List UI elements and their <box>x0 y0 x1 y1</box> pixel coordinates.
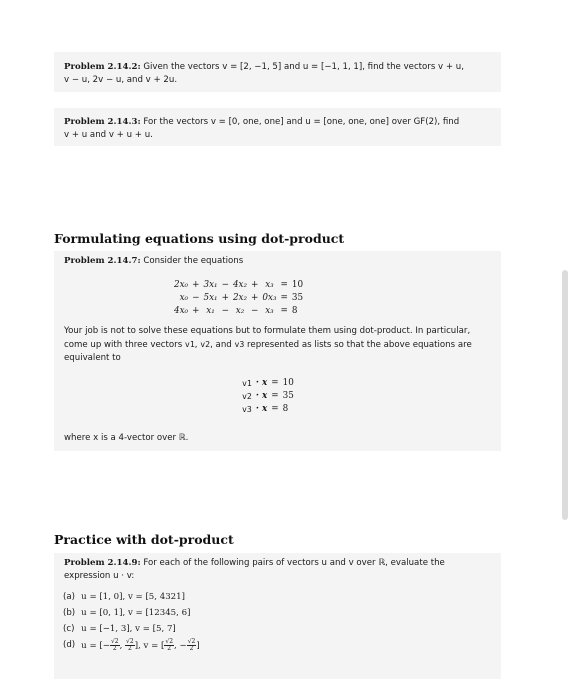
dot-product-eq: = <box>271 390 279 401</box>
problem-2-14-7-text-line2 <box>64 338 491 352</box>
equation-term: − <box>192 292 200 303</box>
equation-term: + <box>192 279 200 290</box>
item-expression-d <box>78 637 203 653</box>
fraction <box>164 639 174 652</box>
equation-term: x₁ <box>206 305 215 316</box>
problem-2-14-3-box <box>54 108 501 146</box>
equation-term: − <box>251 305 259 316</box>
dot-product-equations <box>240 376 296 415</box>
problem-2-14-7-intro: Consider the equations <box>143 256 244 266</box>
fraction-denominator: 2 <box>112 644 117 652</box>
problem-2-14-3-name: Problem 2.14.3: <box>64 117 141 127</box>
dot-product-dot: · x <box>255 390 268 401</box>
fraction <box>125 639 135 652</box>
fraction-numerator: √2 <box>126 637 134 645</box>
list-item <box>60 637 203 653</box>
fraction <box>110 639 120 652</box>
dot-product-val: 35 <box>282 390 294 401</box>
problem-2-14-7-text-line3: equivalent to <box>64 353 121 363</box>
problem-2-14-7-text-line1: Your job is not to solve these equations but to formulate them using dot-product. In particular, <box>64 326 471 336</box>
expr-fragment: , − <box>174 640 187 651</box>
dot-product-vec: v1 <box>242 377 252 388</box>
problem-2-14-7-name: Problem 2.14.7: <box>64 256 141 266</box>
problem-2-14-3-text: For the vectors v = [0, one, one] and u = [one, one, one] over GF(2), find <box>143 117 460 127</box>
fraction-denominator: 2 <box>189 644 194 652</box>
fraction-denominator: 2 <box>167 644 172 652</box>
equation-term: 4x₂ <box>232 279 248 290</box>
dot-product-row <box>240 376 296 389</box>
problem-2-14-2-box <box>54 52 501 92</box>
item-expression: u = [1, 0], v = [5, 4321] <box>81 592 185 602</box>
problem-2-14-9-line2: expression u · v: <box>64 571 135 581</box>
dot-product-vec: v2 <box>242 390 252 401</box>
fraction-denominator: 2 <box>127 644 132 652</box>
dot-product-vec: v3 <box>242 403 252 414</box>
equation-term: x₂ <box>235 305 245 316</box>
equation-term: x₃ <box>265 279 274 290</box>
equation-term: + <box>251 292 259 303</box>
dot-product-dot: · x <box>255 403 268 414</box>
problem-2-14-9-name: Problem 2.14.9: <box>64 558 141 568</box>
equation-term: 2x₀ <box>174 279 189 290</box>
equation-term: 35 <box>291 292 304 303</box>
fraction-numerator: √2 <box>165 637 174 645</box>
equation-term: 3x₁ <box>203 279 218 290</box>
equation-system <box>172 278 305 317</box>
problem-2-14-2-name: Problem 2.14.2: <box>64 62 141 72</box>
equation-term: + <box>221 292 229 303</box>
expr-fragment: u = [− <box>81 640 110 651</box>
text-fragment: come up with three vectors <box>64 340 185 350</box>
text-fragment: , and <box>210 340 235 350</box>
list-item <box>60 589 203 605</box>
problem-2-14-7-where <box>54 432 501 446</box>
vector-name-v3: v3 <box>234 339 245 349</box>
vector-pairs-list <box>60 589 203 653</box>
dot-product-eq: = <box>271 403 279 414</box>
equation-term: − <box>221 279 229 290</box>
equation-term: 5x₁ <box>203 292 218 303</box>
fraction-numerator: √2 <box>187 637 196 645</box>
expr-fragment: ], v = [ <box>134 640 165 651</box>
dot-product-val: 8 <box>282 403 289 414</box>
where-text: where x is a 4-vector over ℝ. <box>64 433 189 443</box>
problem-2-14-3-line2: v + u and v + u + u. <box>64 130 153 140</box>
list-item <box>60 621 203 637</box>
vector-name-v2: v2 <box>200 339 211 349</box>
equation-row <box>172 278 305 291</box>
equation-term: = <box>280 305 288 316</box>
problem-2-14-2-line1 <box>64 61 491 74</box>
equation-term: = <box>280 292 288 303</box>
fraction <box>187 637 200 652</box>
problem-2-14-2-text: Given the vectors v = [2, −1, 5] and u = [−1, 1, 1], find the vectors v + u, <box>143 62 464 72</box>
item-label: (b) <box>63 608 76 618</box>
equation-term: 10 <box>291 279 304 290</box>
problem-2-14-3-line1 <box>64 116 491 129</box>
equation-row <box>172 291 305 304</box>
text-fragment: , <box>194 340 201 350</box>
vector-name-v1: v1 <box>184 339 195 349</box>
equation-term: = <box>280 279 288 290</box>
section-heading-dot-product-equations: Formulating equations using dot-product <box>54 231 345 246</box>
scrollbar-thumb[interactable] <box>562 270 568 520</box>
equation-term: 8 <box>291 305 298 316</box>
fraction-numerator: √2 <box>110 637 119 645</box>
dot-product-row <box>240 402 296 415</box>
problem-2-14-2-line2: v − u, 2v − u, and v + 2u. <box>64 75 178 85</box>
list-item <box>60 605 203 621</box>
expr-fragment: , <box>119 640 126 651</box>
item-expression: u = [0, 1], v = [12345, 6] <box>81 608 191 618</box>
dot-product-eq: = <box>271 377 279 388</box>
equation-term: + <box>192 305 200 316</box>
problem-2-14-7-body-text <box>54 325 501 365</box>
equation-term: − <box>221 305 229 316</box>
item-label: (d) <box>63 640 76 650</box>
equation-term: x₀ <box>179 292 189 303</box>
equation-term: 0x₃ <box>262 292 277 303</box>
equation-term: 4x₀ <box>174 305 189 316</box>
problem-2-14-9-text: For each of the following pairs of vectors u and v over ℝ, evaluate the <box>143 558 445 568</box>
dot-product-dot: · x <box>255 377 268 388</box>
item-label: (a) <box>63 592 75 602</box>
item-label: (c) <box>63 624 75 634</box>
equation-term: x₃ <box>265 305 274 316</box>
dot-product-val: 10 <box>282 377 294 388</box>
equation-row <box>172 304 305 317</box>
problem-2-14-9-line1 <box>64 557 491 570</box>
expr-fragment: ] <box>196 640 200 651</box>
equation-term: + <box>251 279 259 290</box>
text-fragment: represented as lists so that the above equations are <box>244 340 472 350</box>
section-heading-practice-dot-product: Practice with dot-product <box>54 532 234 547</box>
item-expression: u = [−1, 3], v = [5, 7] <box>81 624 176 634</box>
equation-term: 2x₂ <box>232 292 248 303</box>
problem-2-14-7-intro-line <box>64 255 491 268</box>
dot-product-row <box>240 389 296 402</box>
